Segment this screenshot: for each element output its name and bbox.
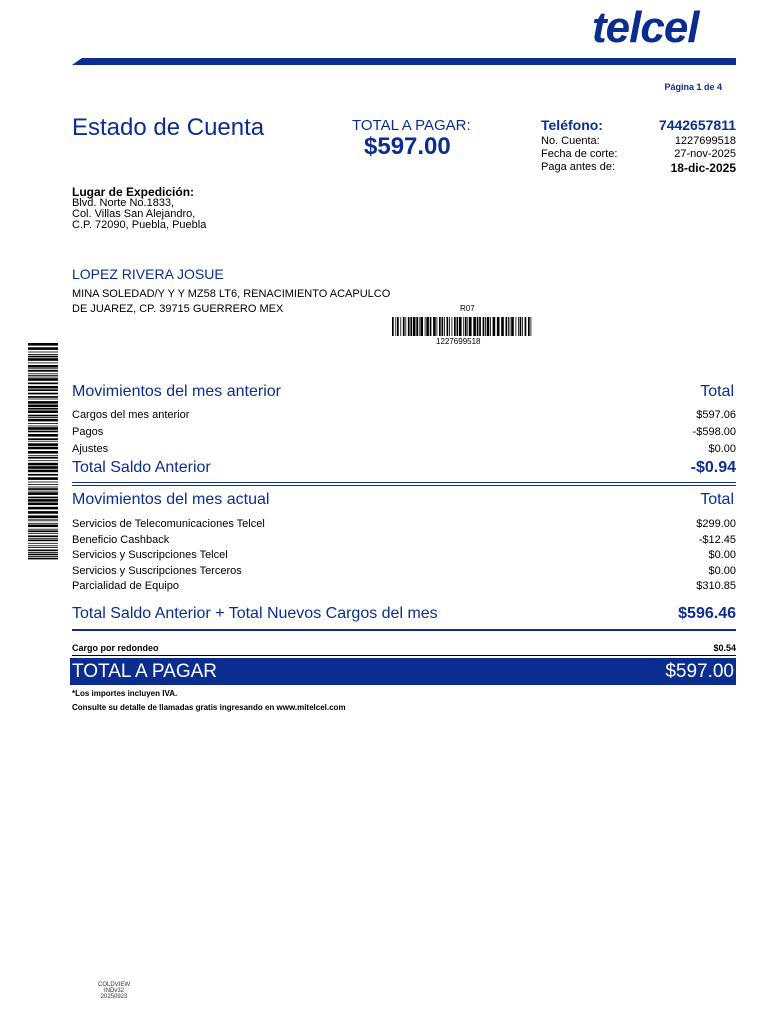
barcode-bar [419, 317, 420, 336]
barcode-bar [28, 386, 58, 389]
barcode-bar [510, 317, 511, 336]
barcode-bar [442, 317, 444, 336]
phone-value: 7442657811 [658, 117, 736, 133]
footer-code-line: COLDVIEW [98, 982, 131, 988]
row-value: $0.00 [708, 549, 736, 561]
barcode-bar [28, 552, 58, 553]
barcode-bar [518, 317, 519, 336]
barcode-bar [28, 529, 58, 530]
previous-row [72, 443, 736, 455]
barcode-bar [28, 487, 58, 488]
customer-address-line: DE JUAREZ, CP. 39715 GUERRERO MEX [72, 303, 284, 315]
barcode-bar [28, 410, 58, 413]
current-month-title: Movimientos del mes actual [72, 491, 270, 508]
barcode-bar [501, 317, 504, 336]
barcode-bar [426, 317, 429, 336]
barcode-bar [28, 434, 58, 437]
barcode-bar [439, 317, 441, 336]
barcode-bar [410, 317, 412, 336]
barcode-bar [508, 317, 509, 336]
barcode-bar [28, 368, 58, 369]
rounding-row [72, 643, 736, 653]
row-label: Beneficio Cashback [72, 534, 170, 546]
barcode-bar [28, 423, 58, 424]
rounding-label: Cargo por redondeo [72, 643, 159, 653]
barcode-bar [28, 405, 58, 408]
barcode-bar [28, 352, 58, 353]
barcode-bar [28, 530, 58, 532]
due-date-row [541, 161, 736, 175]
barcode-bar [430, 317, 432, 336]
rounding-value: $0.54 [713, 643, 736, 653]
barcode-bar [28, 491, 58, 492]
expedition-line: Col. Villas San Alejandro, [72, 208, 196, 220]
grand-total-value: $596.46 [678, 605, 736, 622]
barcode-bar [28, 373, 58, 374]
barcode-bar [516, 317, 517, 336]
barcode-bar [28, 354, 58, 355]
barcode-bar [28, 497, 58, 499]
footer-code-line: 20250923 [100, 994, 128, 1000]
barcode-bar [487, 317, 490, 336]
barcode-bar [477, 317, 479, 336]
previous-row [72, 409, 736, 421]
page-title: Estado de Cuenta [72, 114, 265, 141]
due-date-value: 18-dic-2025 [670, 161, 736, 175]
barcode-bar [28, 363, 58, 364]
row-label: Servicios de Telecomunicaciones Telcel [72, 518, 265, 530]
barcode-bar [28, 370, 58, 372]
barcode-bar [28, 533, 58, 534]
footer-code-line: INDv32 [104, 988, 125, 994]
customer-address-line: MINA SOLEDAD/Y Y Y MZ58 LT6, RENACIMIENTO ACAPULCO [72, 288, 391, 300]
account-value: 1227699518 [674, 135, 736, 147]
barcode-bar [28, 492, 58, 495]
barcode-bar [395, 317, 396, 336]
previous-total-header: Total [700, 383, 734, 400]
row-value: $310.85 [696, 580, 736, 592]
header-bar [72, 58, 736, 65]
barcode-bar [28, 375, 58, 376]
barcode-bar [416, 317, 418, 336]
barcode-bar [28, 523, 58, 524]
barcode-bar [28, 554, 58, 556]
row-label: Servicios y Suscripciones Telcel [72, 549, 228, 561]
barcode-bar [28, 460, 58, 461]
grand-total-label: Total Saldo Anterior + Total Nuevos Cargos del mes [72, 605, 438, 622]
barcode-bar [28, 426, 58, 427]
rounding-divider [72, 655, 736, 656]
page-number: Página 1 de 4 [664, 82, 722, 92]
barcode-bar [28, 538, 58, 539]
section-divider [72, 629, 736, 631]
row-value: $0.00 [708, 565, 736, 577]
barcode-bar [528, 317, 530, 336]
row-label: Servicios y Suscripciones Terceros [72, 565, 242, 577]
grand-total-row [72, 605, 736, 623]
barcode-bar [465, 317, 467, 336]
cut-date-label: Fecha de corte: [541, 148, 618, 160]
barcode-bar [28, 415, 58, 417]
barcode-bar [28, 507, 58, 510]
row-value: $597.06 [696, 409, 736, 421]
barcode-bar [28, 558, 58, 560]
barcode-bar [405, 317, 406, 336]
route-code: R07 [460, 304, 475, 313]
barcode-bar [28, 488, 58, 490]
barcode-bar [522, 317, 523, 336]
barcode-bar [459, 317, 462, 336]
current-row [72, 534, 736, 546]
barcode-bar [28, 383, 58, 385]
barcode-bar [28, 419, 58, 422]
barcode-bar [437, 317, 438, 336]
previous-month-title: Movimientos del mes anterior [72, 383, 281, 400]
total-bar-label: TOTAL A PAGAR [72, 660, 218, 682]
barcode-bar [28, 393, 58, 395]
current-row [72, 549, 736, 561]
barcode-bar [449, 317, 450, 336]
barcode-number: 1227699518 [436, 337, 481, 346]
barcode-bar [420, 317, 423, 336]
account-label: No. Cuenta: [541, 135, 600, 147]
barcode-bar [28, 545, 58, 546]
barcode-bar [28, 358, 58, 361]
barcode-bar [28, 457, 58, 459]
iva-note: *Los importes incluyen IVA. [72, 689, 178, 698]
barcode-bar [447, 317, 449, 336]
barcode-bar [28, 347, 58, 350]
barcode-bar [28, 482, 58, 483]
barcode-bar [28, 519, 58, 520]
previous-subtotal-label: Total Saldo Anterior [72, 459, 211, 476]
barcode-bar [28, 477, 58, 480]
phone-row [541, 117, 736, 133]
barcode-bar [28, 547, 58, 548]
barcode-bar [28, 451, 58, 454]
barcode-bar [28, 377, 58, 378]
barcode-bar [463, 317, 464, 336]
cut-date-value: 27-nov-2025 [674, 148, 736, 160]
barcode-bar [525, 317, 527, 336]
expedition-line: Blvd. Norte No.1833, [72, 197, 175, 209]
footer-print-code [98, 982, 130, 1000]
barcode-bar [28, 396, 58, 398]
total-to-pay-amount: $597.00 [364, 133, 451, 160]
barcode-bar [28, 343, 58, 346]
total-to-pay-bar [70, 658, 736, 685]
barcode-bar [392, 317, 394, 336]
barcode-bar [28, 378, 58, 381]
barcode-bar [28, 550, 58, 552]
row-value: -$598.00 [692, 426, 736, 438]
barcode-bar [467, 317, 468, 336]
row-label: Parcialidad de Equipo [72, 580, 180, 592]
barcode-bar [28, 356, 58, 358]
barcode-bar [483, 317, 485, 336]
row-label: Cargos del mes anterior [72, 409, 190, 421]
account-row [541, 135, 736, 147]
row-value: $299.00 [696, 518, 736, 530]
previous-row [72, 426, 736, 438]
barcode-bar [28, 466, 58, 469]
barcode-bar [479, 317, 481, 336]
row-value: -$12.45 [698, 534, 736, 546]
current-row [72, 580, 736, 592]
barcode-bar [497, 317, 500, 336]
barcode-bar [511, 317, 514, 336]
expedition-line: C.P. 72090, Puebla, Puebla [72, 219, 207, 231]
barcode-bar [28, 470, 58, 473]
barcode-bar [28, 525, 58, 528]
barcode-bar [28, 543, 58, 544]
barcode-bar [28, 438, 58, 440]
barcode-bar [28, 503, 58, 506]
side-barcode [28, 343, 58, 561]
barcode-bar [28, 515, 58, 518]
cut-date-row [541, 148, 736, 160]
barcode-bar [493, 317, 496, 336]
customer-name: LOPEZ RIVERA JOSUE [72, 266, 224, 282]
barcode-bar [28, 511, 58, 514]
expedition-heading: Lugar de Expedición: [72, 185, 195, 199]
barcode-bar [28, 431, 58, 433]
barcode-bar [469, 317, 472, 336]
row-value: $0.00 [708, 443, 736, 455]
barcode-bar [473, 317, 476, 336]
row-label: Pagos [72, 426, 104, 438]
barcode-bar [28, 520, 58, 521]
barcode-bar [28, 399, 58, 400]
barcode-bar [397, 317, 399, 336]
barcode-bar [490, 317, 491, 336]
barcode-bar [28, 535, 58, 537]
barcode-bar [413, 317, 416, 336]
barcode-bar [506, 317, 508, 336]
barcode-bar [28, 441, 58, 442]
barcode-bar [28, 455, 58, 456]
total-to-pay-label: TOTAL A PAGAR: [352, 117, 471, 134]
barcode-bar [28, 474, 58, 476]
barcode-bar [28, 463, 58, 466]
due-date-label: Paga antes de: [541, 161, 616, 173]
barcode-bar [28, 447, 58, 450]
barcode-bar [520, 317, 522, 336]
telcel-logo: telcel [592, 3, 699, 52]
previous-subtotal-value: -$0.94 [690, 459, 736, 476]
barcode-bar [400, 317, 401, 336]
section-divider [72, 482, 736, 486]
account-barcode [392, 317, 532, 336]
barcode-bar [28, 484, 58, 485]
barcode-bar [28, 417, 58, 418]
barcode-bar [485, 317, 486, 336]
barcode-bar [531, 317, 532, 336]
barcode-bar [28, 443, 58, 446]
calls-detail-note: Consulte su detalle de llamadas gratis ingresando en www.mitelcel.com [72, 703, 346, 712]
barcode-bar [28, 408, 58, 410]
barcode-bar [408, 317, 410, 336]
current-total-header: Total [700, 491, 734, 508]
barcode-bar [28, 365, 58, 368]
phone-label: Teléfono: [541, 117, 603, 133]
barcode-bar [425, 317, 426, 336]
barcode-bar [28, 427, 58, 430]
barcode-bar [452, 317, 453, 336]
current-row [72, 518, 736, 530]
row-label: Ajustes [72, 443, 109, 455]
current-row [72, 565, 736, 577]
barcode-bar [28, 401, 58, 404]
barcode-bar [403, 317, 405, 336]
barcode-bar [28, 540, 58, 542]
barcode-bar [28, 499, 58, 502]
barcode-bar [28, 556, 58, 557]
barcode-bar [454, 317, 456, 336]
previous-subtotal-row [72, 459, 736, 477]
total-bar-value: $597.00 [665, 660, 734, 682]
barcode-bar [433, 317, 436, 336]
barcode-bar [28, 389, 58, 391]
barcode-bar [457, 317, 459, 336]
barcode-bar [444, 317, 445, 336]
